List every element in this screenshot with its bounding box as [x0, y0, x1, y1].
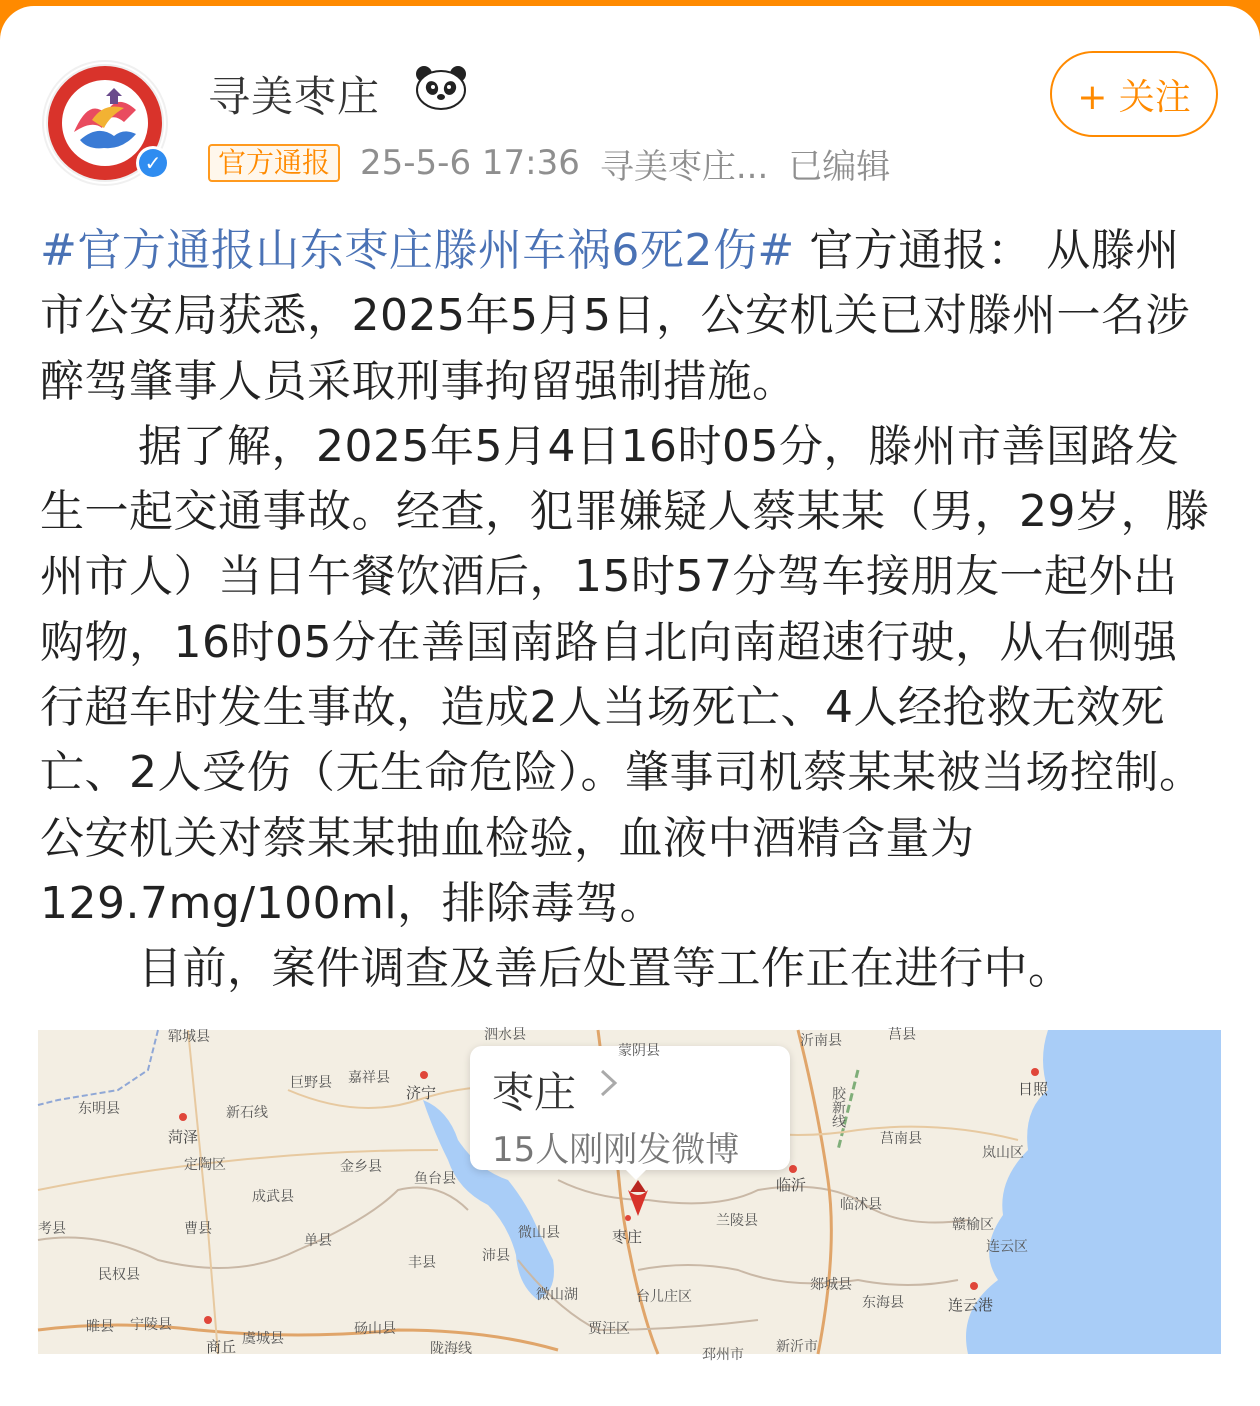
map-label-longhai: 陇海线 [430, 1341, 472, 1357]
map-label-mengyin: 蒙阴县 [618, 1043, 660, 1059]
official-notice-badge: 官方通报 [208, 144, 340, 182]
map-label-xinshi: 新石线 [226, 1105, 268, 1121]
map-label-junan: 莒南县 [880, 1131, 922, 1147]
map-label-dangshan: 砀山县 [354, 1321, 396, 1337]
verified-badge [136, 146, 170, 180]
map-label-fengxian: 丰县 [408, 1255, 436, 1271]
map-label-shanxian: 单县 [304, 1233, 332, 1249]
map-label-sishui: 泗水县 [484, 1027, 526, 1043]
map-label-jiaoxin: 胶新线 [830, 1086, 846, 1128]
map-label-pizhou: 邳州市 [702, 1347, 744, 1363]
author-name[interactable]: 寻美枣庄 [208, 72, 381, 121]
map-label-zaozhuang: 枣庄 [612, 1228, 643, 1246]
map-label-heze: 菏泽 [168, 1128, 199, 1146]
map-label-lianyungang: 连云港 [948, 1296, 994, 1314]
post-paragraph-1-text: 官方通报： 从滕州市公安局获悉，2025年5月5日，公安机关已对滕州一名涉醉驾肇事人员采取刑事拘留强制措施。 [40, 225, 1190, 407]
map-label-chengwu: 成武县 [252, 1189, 294, 1205]
post-source[interactable]: 寻美枣庄... [599, 146, 769, 187]
verified-check-icon: ✓ [139, 149, 167, 177]
map-label-linshu: 临沭县 [840, 1197, 882, 1213]
map-label-peixian: 沛县 [482, 1248, 510, 1264]
post-paragraph-3: 目前，案件调查及善后处置等工作正在进行中。 [138, 943, 1073, 995]
map-label-yuncheng: 郓城县 [168, 1029, 210, 1045]
post-time: 25-5-6 17:36 [360, 143, 580, 183]
map-label-taierzhuang: 台儿庄区 [636, 1289, 692, 1305]
map-label-minquan: 民权县 [98, 1267, 140, 1283]
edited-label[interactable]: 已编辑 [788, 146, 891, 187]
map-label-xinyi: 新沂市 [776, 1339, 818, 1355]
map-label-lanshan: 岚山区 [982, 1145, 1024, 1161]
location-callout[interactable] [470, 1046, 790, 1170]
post-paragraph-1 [40, 218, 1220, 414]
map-label-shangqiu: 商丘 [206, 1338, 237, 1356]
map-label-ningling: 宁陵县 [130, 1317, 172, 1333]
follow-button[interactable]: + 关注 [1050, 51, 1218, 137]
map-label-dingtao: 定陶区 [184, 1157, 226, 1173]
post-body [40, 218, 1220, 1002]
map-label-ganyu: 赣榆区 [952, 1217, 994, 1233]
location-map[interactable] [38, 1027, 1221, 1363]
map-label-caoxian: 曹县 [184, 1221, 212, 1237]
location-activity: 15人刚刚发微博 [492, 1130, 740, 1170]
map-label-yutai: 鱼台县 [414, 1171, 456, 1187]
map-label-rizhao: 日照 [1018, 1080, 1049, 1098]
location-name[interactable]: 枣庄 [492, 1068, 577, 1117]
map-label-juye: 巨野县 [290, 1075, 332, 1091]
callout-tail [622, 1166, 650, 1180]
map-label-jining: 济宁 [406, 1084, 437, 1102]
weibo-post-card [0, 6, 1260, 1406]
post-paragraph-2: 据了解，2025年5月4日16时05分，滕州市善国路发生一起交通事故。经查，犯罪嫌疑人蔡某某（男，29岁，滕州市人）当日午餐饮酒后，15时57分驾车接朋友一起外出购物，16时05分在善国南路自北向南超速行驶，从右侧强行超车时发生事故，造成2人当场死亡、4人经抢救无效死亡、2人受伤（无生命危险）。肇事司机蔡某某被当场控制。公安机关对蔡某某抽血检验，血液中酒精含量为129.7mg/100ml，排除毒驾。 [40, 420, 1210, 929]
post-meta [208, 143, 891, 187]
map-label-jinxiang: 金乡县 [340, 1159, 382, 1175]
chevron-right-icon [598, 1068, 620, 1098]
map-label-yinan: 沂南县 [800, 1033, 842, 1049]
map-label-tancheng: 郯城县 [810, 1277, 852, 1293]
map-label-weishan: 微山县 [518, 1225, 560, 1241]
map-label-donghai: 东海县 [862, 1295, 904, 1311]
map-label-jiaxiang: 嘉祥县 [348, 1070, 390, 1086]
map-label-lianyun: 连云区 [986, 1239, 1028, 1255]
map-label-suixian: 睢县 [86, 1319, 114, 1335]
map-label-linyi: 临沂 [776, 1176, 807, 1194]
map-label-weishanhu: 微山湖 [536, 1287, 578, 1303]
map-label-yucheng: 虞城县 [242, 1331, 284, 1347]
map-label-juxian: 莒县 [888, 1027, 916, 1043]
map-label-lanling: 兰陵县 [716, 1213, 758, 1229]
map-label-kaoxian: 考县 [38, 1221, 66, 1237]
map-label-jiawang: 贾汪区 [588, 1321, 630, 1337]
map-label-dongming: 东明县 [78, 1101, 120, 1117]
topic-link[interactable]: #官方通报山东枣庄滕州车祸6死2伤# [40, 225, 795, 276]
panda-icon [414, 64, 468, 110]
